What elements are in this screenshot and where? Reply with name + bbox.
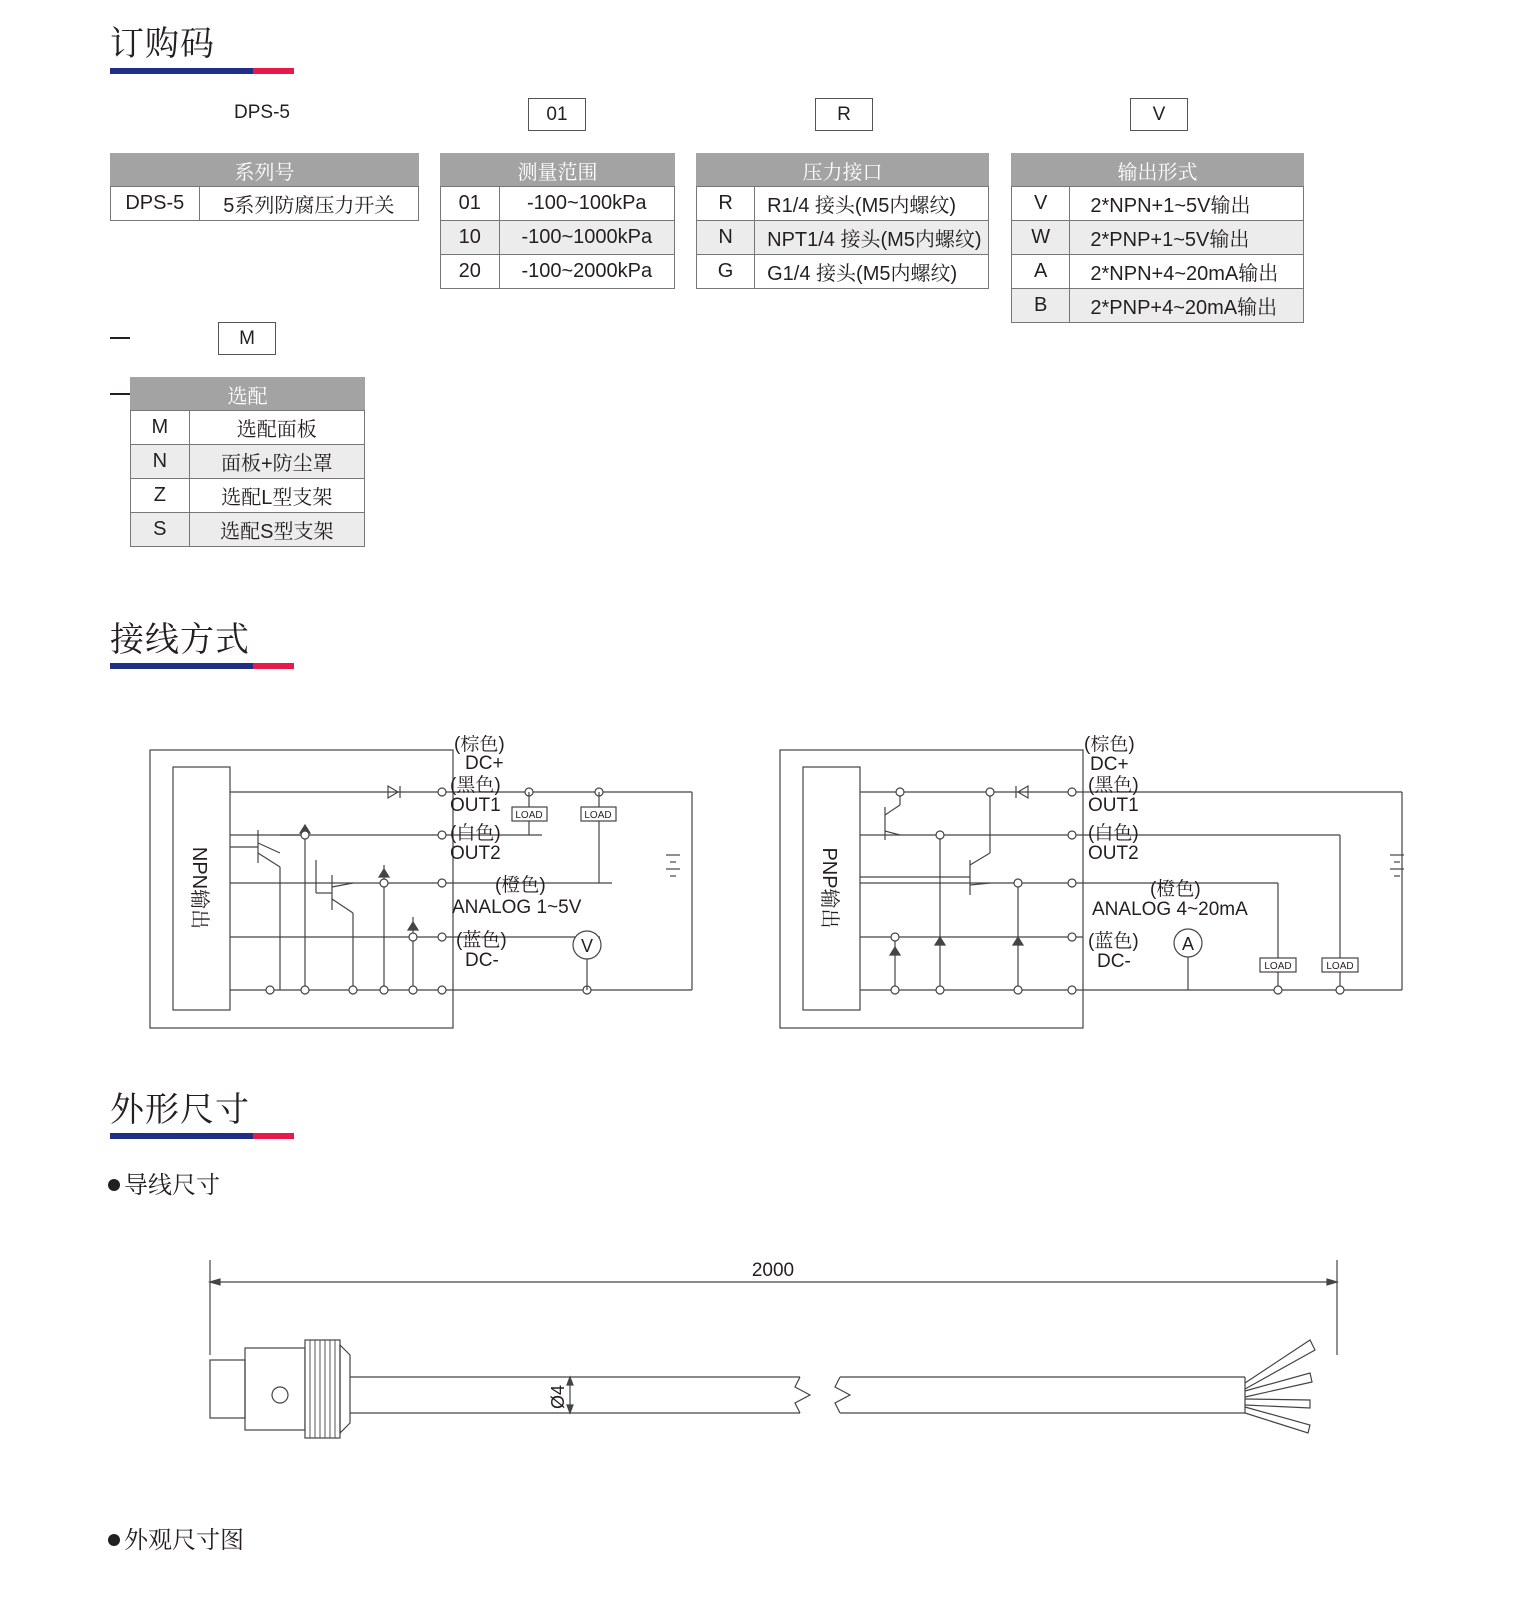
code-separator-dash	[110, 393, 130, 395]
wire-color-brown: (棕色)	[454, 735, 505, 755]
port-desc: NPT1/4 接头(M5内螺纹)	[755, 221, 989, 255]
section-underline	[110, 663, 294, 669]
option-desc: 面板+防尘罩	[189, 445, 364, 479]
table-row	[441, 187, 675, 221]
option-desc: 选配L型支架	[189, 479, 364, 513]
option-code: N	[131, 445, 190, 479]
port-code: R	[697, 187, 755, 221]
wire-color-blue: (蓝色)	[1088, 931, 1139, 952]
output-code: V	[1012, 187, 1070, 221]
range-table	[440, 153, 675, 289]
option-code: S	[131, 513, 190, 547]
table-row	[1012, 221, 1304, 255]
range-desc: -100~1000kPa	[499, 221, 674, 255]
output-code: W	[1012, 221, 1070, 255]
cable-dimension-subheading	[108, 1165, 220, 1200]
option-desc: 选配S型支架	[189, 513, 364, 547]
load-label: LOAD	[515, 810, 543, 821]
wire-dc-minus: DC-	[1097, 951, 1131, 972]
option-code: M	[131, 411, 190, 445]
table-row	[1012, 289, 1304, 323]
pnp-wiring-diagram	[770, 735, 1410, 1035]
range-table-header: 测量范围	[441, 154, 675, 187]
table-row	[131, 411, 365, 445]
wire-color-brown: (棕色)	[1084, 735, 1135, 755]
load-label: LOAD	[1264, 961, 1292, 972]
code-output-box: V	[1130, 98, 1188, 131]
code-series: DPS-5	[234, 102, 290, 123]
outline-dimension-title: 外观尺寸图	[124, 1527, 244, 1554]
wire-color-orange: (橙色)	[495, 875, 546, 896]
output-code: B	[1012, 289, 1070, 323]
section-underline	[110, 68, 294, 74]
range-code: 01	[441, 187, 500, 221]
output-table-header: 输出形式	[1012, 154, 1304, 187]
voltmeter-label: V	[580, 936, 594, 956]
table-row	[441, 221, 675, 255]
pnp-block-label: PNP输出	[818, 847, 840, 929]
wire-analog: ANALOG 4~20mA	[1092, 899, 1248, 920]
table-row	[697, 255, 989, 289]
code-separator-dash	[110, 337, 130, 339]
load-label: LOAD	[584, 810, 612, 821]
range-code: 10	[441, 221, 500, 255]
wire-color-orange: (橙色)	[1150, 879, 1201, 900]
table-row	[131, 445, 365, 479]
port-table	[696, 153, 989, 289]
table-row	[1012, 255, 1304, 289]
outline-dimension-subheading	[108, 1520, 244, 1555]
wire-out1: OUT1	[1088, 795, 1139, 816]
series-desc: 5系列防腐压力开关	[199, 187, 418, 221]
section-title-wiring: 接线方式	[110, 621, 250, 659]
code-range-box: 01	[528, 98, 586, 131]
cable-dimension-title: 导线尺寸	[124, 1172, 220, 1199]
table-row	[131, 479, 365, 513]
section-underline	[110, 1133, 294, 1139]
port-table-header: 压力接口	[697, 154, 989, 187]
wire-color-blue: (蓝色)	[456, 930, 507, 951]
table-row	[111, 187, 419, 221]
output-desc: 2*PNP+4~20mA输出	[1070, 289, 1304, 323]
section-title-dimensions: 外形尺寸	[110, 1091, 250, 1129]
range-code: 20	[441, 255, 500, 289]
wire-dc-plus: DC+	[465, 753, 504, 774]
output-desc: 2*NPN+4~20mA输出	[1070, 255, 1304, 289]
npn-wiring-diagram	[140, 735, 700, 1035]
port-code: G	[697, 255, 755, 289]
cable-length-label: 2000	[751, 1260, 795, 1281]
table-row	[1012, 187, 1304, 221]
output-code: A	[1012, 255, 1070, 289]
table-row	[131, 513, 365, 547]
cable-dimension-drawing	[200, 1255, 1360, 1455]
table-row	[441, 255, 675, 289]
wire-color-white: (白色)	[1088, 823, 1139, 844]
cable-diameter-label: Ø4	[548, 1384, 568, 1410]
table-row	[697, 221, 989, 255]
bullet-icon	[108, 1179, 120, 1191]
table-row	[697, 187, 989, 221]
section-title-order-code: 订购码	[110, 25, 215, 63]
wire-out1: OUT1	[450, 795, 501, 816]
code-option-box: M	[218, 322, 276, 355]
wire-dc-minus: DC-	[465, 950, 499, 971]
port-desc: R1/4 接头(M5内螺纹)	[755, 187, 989, 221]
wire-dc-plus: DC+	[1090, 754, 1129, 775]
npn-block-label: NPN输出	[188, 846, 210, 930]
option-desc: 选配面板	[189, 411, 364, 445]
output-desc: 2*PNP+1~5V输出	[1070, 221, 1304, 255]
series-code: DPS-5	[111, 187, 200, 221]
wire-analog: ANALOG 1~5V	[452, 897, 582, 918]
series-table	[110, 153, 419, 221]
wire-color-white: (白色)	[450, 823, 501, 844]
option-table	[130, 377, 365, 547]
bullet-icon	[108, 1534, 120, 1546]
wire-color-black: (黑色)	[450, 775, 501, 796]
output-table	[1011, 153, 1304, 323]
port-code: N	[697, 221, 755, 255]
load-label: LOAD	[1326, 961, 1354, 972]
port-desc: G1/4 接头(M5内螺纹)	[755, 255, 989, 289]
wire-out2: OUT2	[1088, 843, 1139, 864]
wire-color-black: (黑色)	[1088, 775, 1139, 796]
option-code: Z	[131, 479, 190, 513]
series-table-header: 系列号	[111, 154, 419, 187]
range-desc: -100~2000kPa	[499, 255, 674, 289]
option-table-header: 选配	[131, 378, 365, 411]
wire-out2: OUT2	[450, 843, 501, 864]
code-port-box: R	[815, 98, 873, 131]
range-desc: -100~100kPa	[499, 187, 674, 221]
ammeter-label: A	[1181, 934, 1195, 954]
output-desc: 2*NPN+1~5V输出	[1070, 187, 1304, 221]
